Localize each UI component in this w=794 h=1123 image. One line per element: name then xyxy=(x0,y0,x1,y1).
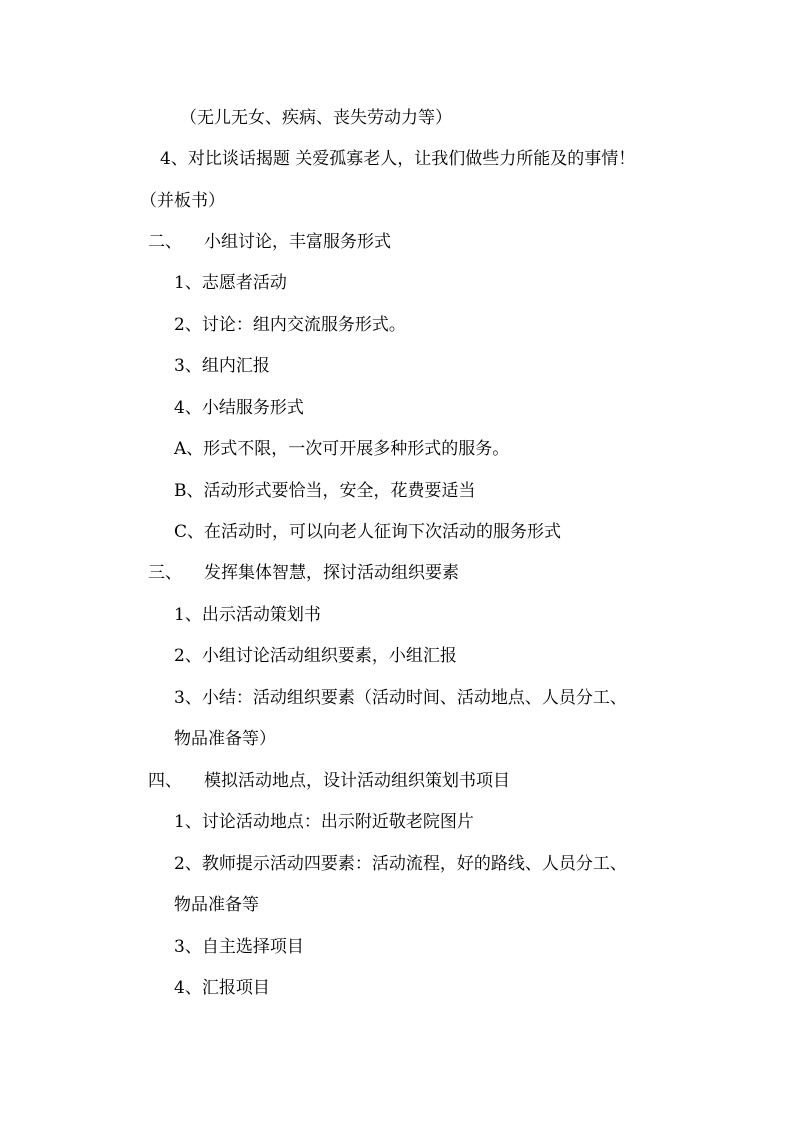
text-line-topic: 4、对比谈话揭题 关爱孤寡老人，让我们做些力所能及的事情！ xyxy=(160,149,636,169)
list-item: 3、小结：活动组织要素（活动时间、活动地点、人员分工、 xyxy=(174,688,627,708)
section-title: 发挥集体智慧，探讨活动组织要素 xyxy=(204,563,459,583)
section-title: 小组讨论，丰富服务形式 xyxy=(204,232,391,252)
text-line-board-note: （并板书） xyxy=(140,191,225,211)
list-item: 1、出示活动策划书 xyxy=(174,605,321,625)
list-item: 4、汇报项目 xyxy=(174,978,270,998)
list-item: B、活动形式要恰当，安全，花费要适当 xyxy=(174,481,476,501)
section-heading-4 xyxy=(148,770,510,792)
text-line-causes: （无儿无女、疾病、丧失劳动力等） xyxy=(180,108,452,128)
section-number: 四、 xyxy=(148,771,182,791)
list-item: 2、教师提示活动四要素：活动流程，好的路线、人员分工、 xyxy=(174,854,627,874)
list-item: 3、自主选择项目 xyxy=(174,937,304,957)
list-item: A、形式不限，一次可开展多种形式的服务。 xyxy=(174,439,510,459)
list-item: C、在活动时，可以向老人征询下次活动的服务形式 xyxy=(174,522,562,542)
list-item: 1、志愿者活动 xyxy=(174,273,287,293)
section-number: 二、 xyxy=(148,232,182,252)
section-heading-3 xyxy=(148,562,459,584)
list-item: 2、小组讨论活动组织要素，小组汇报 xyxy=(174,646,457,666)
section-number: 三、 xyxy=(148,563,182,583)
section-heading-2 xyxy=(148,231,391,253)
list-item-continuation: 物品准备等 xyxy=(174,895,259,915)
list-item: 2、讨论：组内交流服务形式。 xyxy=(174,315,406,335)
section-title: 模拟活动地点，设计活动组织策划书项目 xyxy=(204,771,510,791)
list-item: 4、小结服务形式 xyxy=(174,398,304,418)
list-item: 1、讨论活动地点：出示附近敬老院图片 xyxy=(174,812,474,832)
list-item: 3、组内汇报 xyxy=(174,356,270,376)
list-item-continuation: 物品准备等） xyxy=(174,729,276,749)
